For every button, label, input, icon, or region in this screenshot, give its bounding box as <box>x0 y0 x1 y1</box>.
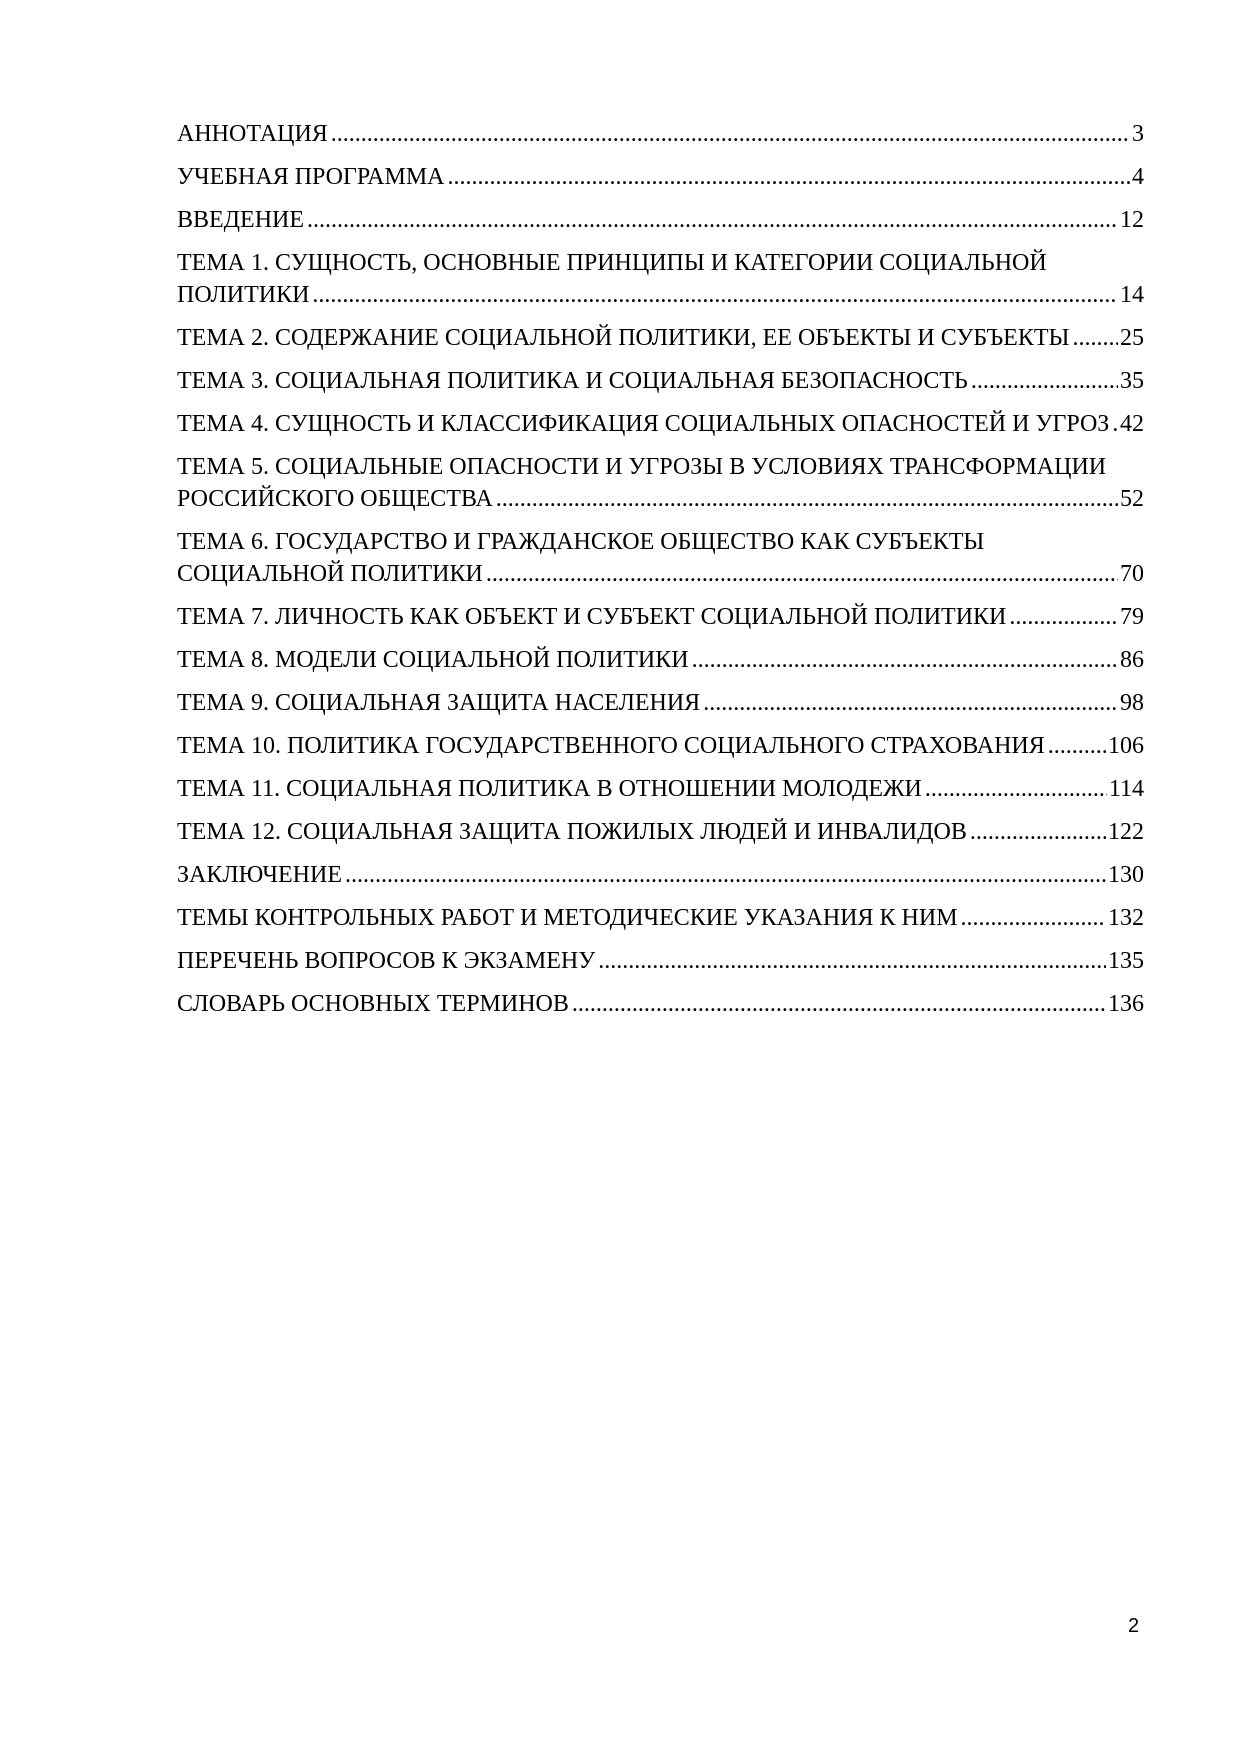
toc-line <box>177 687 1144 719</box>
toc-entry-page: 52 <box>1120 486 1144 512</box>
toc-entry[interactable] <box>177 322 1144 354</box>
toc-entry-page: 136 <box>1108 991 1144 1017</box>
dot-leader <box>312 279 1118 311</box>
toc-line <box>177 483 1144 515</box>
toc-entry-page: 106 <box>1108 733 1144 759</box>
toc-entry-page: 3 <box>1132 121 1144 147</box>
toc-entry-page: 122 <box>1108 819 1144 845</box>
toc-entry-page: 86 <box>1120 647 1144 673</box>
toc-entry-page: 4 <box>1132 164 1144 190</box>
toc-entry[interactable] <box>177 408 1144 440</box>
toc-entry[interactable] <box>177 687 1144 719</box>
toc-line <box>177 816 1144 848</box>
dot-leader <box>1048 730 1106 762</box>
toc-entry-title: ТЕМА 3. СОЦИАЛЬНАЯ ПОЛИТИКА И СОЦИАЛЬНАЯ БЕЗОПАСНОСТЬ <box>177 368 968 394</box>
dot-leader <box>448 161 1130 193</box>
toc-entry[interactable] <box>177 451 1144 515</box>
toc-line <box>177 601 1144 633</box>
toc-line <box>177 730 1144 762</box>
toc-entry-page: 42 <box>1120 411 1144 437</box>
toc-entry-title: ТЕМА 10. ПОЛИТИКА ГОСУДАРСТВЕННОГО СОЦИАЛЬНОГО СТРАХОВАНИЯ <box>177 733 1045 759</box>
dot-leader <box>703 687 1118 719</box>
toc-line <box>177 408 1144 440</box>
toc-entry-title: ТЕМА 12. СОЦИАЛЬНАЯ ЗАЩИТА ПОЖИЛЫХ ЛЮДЕЙ И ИНВАЛИДОВ <box>177 819 967 845</box>
page-number: 2 <box>1128 1615 1140 1637</box>
toc-entry-title-line-2: РОССИЙСКОГО ОБЩЕСТВА <box>177 486 493 512</box>
toc-line <box>177 859 1144 891</box>
toc-entry-title-line-2: ПОЛИТИКИ <box>177 282 310 308</box>
dot-leader <box>925 773 1107 805</box>
toc-entry-page: 25 <box>1120 325 1144 351</box>
toc-entry-title-line-1: ТЕМА 5. СОЦИАЛЬНЫЕ ОПАСНОСТИ И УГРОЗЫ В УСЛОВИЯХ ТРАНСФОРМАЦИИ <box>177 454 1107 480</box>
toc-entry-page: 114 <box>1108 776 1144 802</box>
toc-entry-page: 130 <box>1108 862 1144 888</box>
toc-entry-page: 132 <box>1108 905 1144 931</box>
toc-entry-title: ТЕМА 7. ЛИЧНОСТЬ КАК ОБЪЕКТ И СУБЪЕКТ СОЦИАЛЬНОЙ ПОЛИТИКИ <box>177 604 1007 630</box>
table-of-contents <box>177 118 1144 1031</box>
toc-entry-title: ТЕМА 9. СОЦИАЛЬНАЯ ЗАЩИТА НАСЕЛЕНИЯ <box>177 690 701 716</box>
toc-entry-title: ТЕМА 2. СОДЕРЖАНИЕ СОЦИАЛЬНОЙ ПОЛИТИКИ, ЕЕ ОБЪЕКТЫ И СУБЪЕКТЫ <box>177 325 1070 351</box>
toc-entry[interactable] <box>177 859 1144 891</box>
dot-leader <box>598 945 1106 977</box>
toc-entry-page: 98 <box>1120 690 1144 716</box>
toc-line <box>177 365 1144 397</box>
dot-leader <box>572 988 1106 1020</box>
toc-line <box>177 279 1144 311</box>
toc-entry[interactable] <box>177 945 1144 977</box>
toc-line <box>177 902 1144 934</box>
toc-entry-page: 14 <box>1120 282 1144 308</box>
toc-entry-title-line-2: СОЦИАЛЬНОЙ ПОЛИТИКИ <box>177 561 483 587</box>
toc-entry[interactable] <box>177 247 1144 311</box>
toc-entry-title: ТЕМА 4. СУЩНОСТЬ И КЛАССИФИКАЦИЯ СОЦИАЛЬНЫХ ОПАСНОСТЕЙ И УГРОЗ <box>177 411 1110 437</box>
toc-entry-title: СЛОВАРЬ ОСНОВНЫХ ТЕРМИНОВ <box>177 991 569 1017</box>
dot-leader <box>496 483 1118 515</box>
toc-entry-title: ПЕРЕЧЕНЬ ВОПРОСОВ К ЭКЗАМЕНУ <box>177 948 596 974</box>
dot-leader <box>692 644 1118 676</box>
toc-entry-title: ТЕМА 11. СОЦИАЛЬНАЯ ПОЛИТИКА В ОТНОШЕНИИ МОЛОДЕЖИ <box>177 776 922 802</box>
toc-entry-title-line-1: ТЕМА 1. СУЩНОСТЬ, ОСНОВНЫЕ ПРИНЦИПЫ И КАТЕГОРИИ СОЦИАЛЬНОЙ <box>177 250 1047 276</box>
toc-entry-page: 135 <box>1108 948 1144 974</box>
toc-entry[interactable] <box>177 601 1144 633</box>
dot-leader <box>961 902 1106 934</box>
dot-leader <box>331 118 1130 150</box>
toc-entry[interactable] <box>177 365 1144 397</box>
dot-leader <box>1072 322 1118 354</box>
toc-entry-title: ТЕМЫ КОНТРОЛЬНЫХ РАБОТ И МЕТОДИЧЕСКИЕ УКАЗАНИЯ К НИМ <box>177 905 958 931</box>
toc-line <box>177 558 1144 590</box>
dot-leader <box>1112 408 1118 440</box>
toc-line <box>177 118 1144 150</box>
toc-line <box>177 161 1144 193</box>
toc-entry[interactable] <box>177 118 1144 150</box>
toc-entry[interactable] <box>177 902 1144 934</box>
toc-entry-title-line-1: ТЕМА 6. ГОСУДАРСТВО И ГРАЖДАНСКОЕ ОБЩЕСТВО КАК СУБЪЕКТЫ <box>177 529 985 555</box>
toc-line <box>177 644 1144 676</box>
toc-entry[interactable] <box>177 526 1144 590</box>
dot-leader <box>1009 601 1118 633</box>
dot-leader <box>970 816 1106 848</box>
toc-entry-page: 35 <box>1120 368 1144 394</box>
toc-line <box>177 322 1144 354</box>
toc-entry[interactable] <box>177 816 1144 848</box>
toc-entry-title: ТЕМА 8. МОДЕЛИ СОЦИАЛЬНОЙ ПОЛИТИКИ <box>177 647 689 673</box>
toc-entry[interactable] <box>177 730 1144 762</box>
toc-entry[interactable] <box>177 773 1144 805</box>
toc-entry-title: УЧЕБНАЯ ПРОГРАММА <box>177 164 445 190</box>
toc-entry-title: АННОТАЦИЯ <box>177 121 328 147</box>
dot-leader <box>971 365 1118 397</box>
toc-entry-page: 79 <box>1120 604 1144 630</box>
toc-entry-page: 12 <box>1120 207 1144 233</box>
toc-entry[interactable] <box>177 161 1144 193</box>
dot-leader <box>486 558 1118 590</box>
toc-line <box>177 204 1144 236</box>
toc-entry-page: 70 <box>1120 561 1144 587</box>
toc-entry-title: ВВЕДЕНИЕ <box>177 207 305 233</box>
toc-entry[interactable] <box>177 644 1144 676</box>
toc-entry-title: ЗАКЛЮЧЕНИЕ <box>177 862 342 888</box>
toc-entry[interactable] <box>177 988 1144 1020</box>
toc-line <box>177 988 1144 1020</box>
toc-entry[interactable] <box>177 204 1144 236</box>
dot-leader <box>345 859 1106 891</box>
dot-leader <box>307 204 1118 236</box>
toc-line <box>177 773 1144 805</box>
toc-line <box>177 945 1144 977</box>
